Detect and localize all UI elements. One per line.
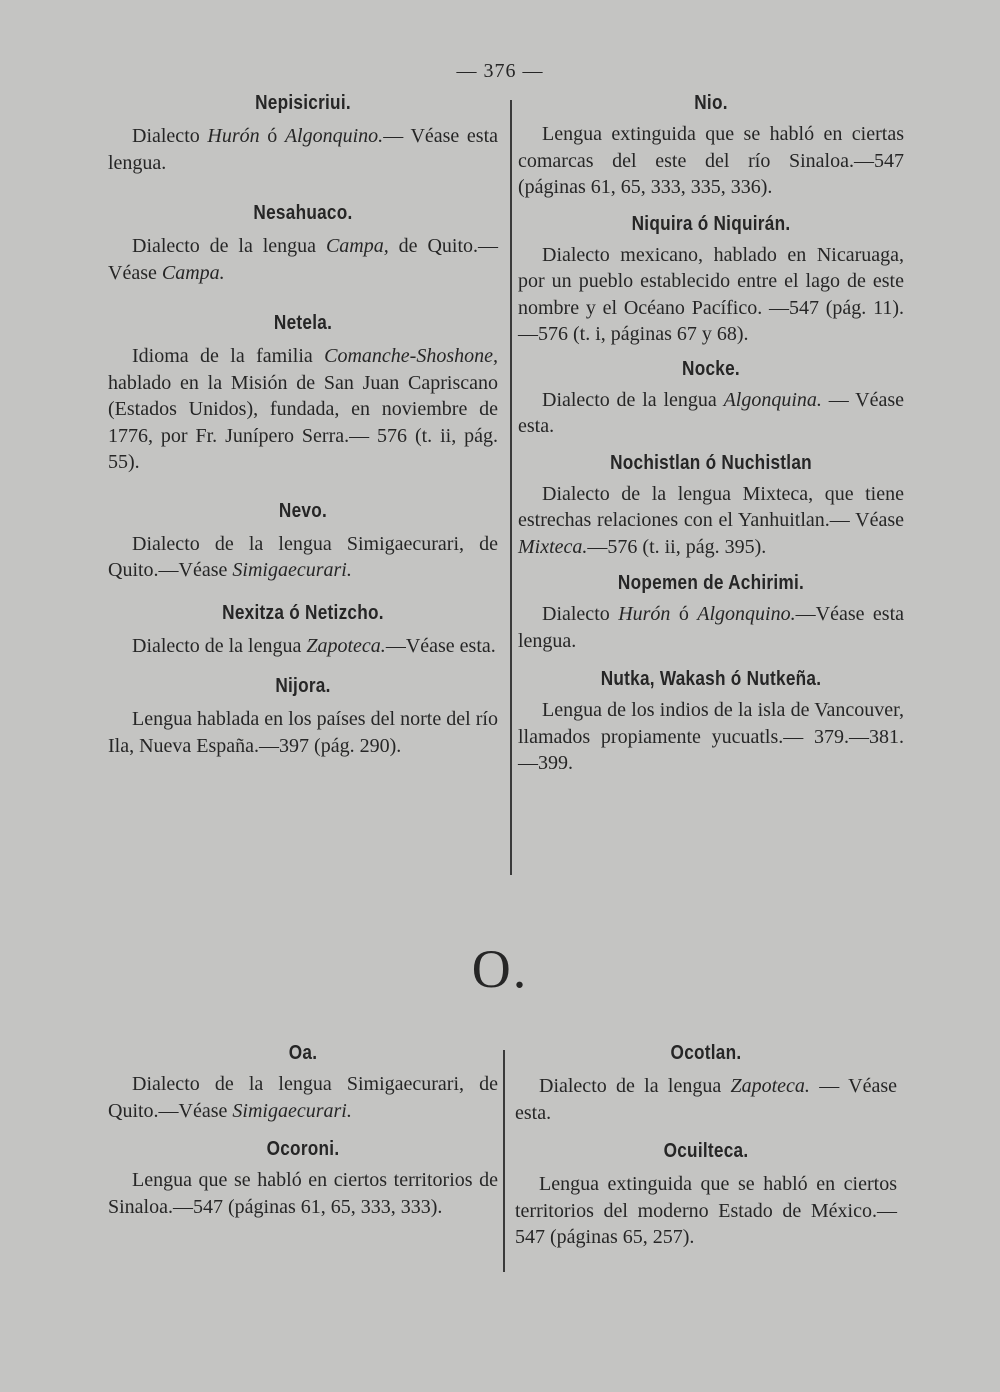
dictionary-entry [108,312,498,476]
dictionary-entry [518,452,904,561]
column-divider-top [510,100,512,875]
dictionary-entry [108,500,498,584]
entry-definition [518,242,904,348]
entry-definition [108,1167,498,1220]
definition-text: — Véase esta. [518,388,904,437]
right-column-bottom [515,1042,897,1251]
entry-headword: Ocuilteca. [663,1140,749,1162]
definition-italic-term: Campa. [161,261,225,284]
left-column-top [108,92,498,759]
definition-text: —Véase esta lengua. [518,603,905,652]
dictionary-entry [515,1042,897,1126]
entry-headword: Nevo. [278,499,328,522]
definition-text: Lengua extinguida que se habló en ciertos territorios del moderno Estado de México.—547 (páginas 65, 257). [515,1173,897,1248]
dictionary-entry [108,202,498,286]
entry-definition [518,481,904,561]
left-column-bottom [108,1042,498,1220]
entry-headword: Nutka, Wakash ó Nutkeña. [600,668,822,690]
definition-text: Lengua hablada en los países del norte del río Ila, Nueva España.—397 (pág. 290). [108,708,498,757]
entry-headword: Ocoroni. [266,1138,340,1160]
entry-definition [108,233,498,286]
definition-italic-term: Algonquino. [697,603,796,625]
dictionary-entry [518,668,904,777]
entry-headword: Nopemen de Achirimi. [617,572,805,594]
dictionary-entry [108,92,498,176]
dictionary-entry [518,572,904,654]
definition-text: Dialecto de la lengua [542,388,724,411]
definition-italic-term: Comanche-Shoshone, [324,345,498,367]
definition-italic-term: Hurón [207,125,260,147]
dictionary-entry [108,675,498,759]
entry-definition [108,531,498,584]
definition-text: Dialecto de la lengua [132,235,326,257]
definition-italic-term: Campa, [325,235,389,257]
dictionary-entry [108,1138,498,1220]
entry-headword: Nexitza ó Netizcho. [222,601,384,624]
entry-definition [108,633,498,660]
definition-text: Dialecto de la lengua [132,634,307,657]
definition-text: Lengua de los indios de la isla de Vancouver, llamados propiamente yucuatls.— 379.—381.—399. [518,699,904,774]
entry-definition [518,601,904,654]
section-letter: O. [471,939,529,999]
definition-italic-term: Algonquina. [723,388,822,411]
dictionary-entry [518,213,904,348]
entry-headword: Niquira ó Niquirán. [631,212,791,235]
entry-headword: Nepisicriui. [255,92,351,114]
entry-definition [108,706,498,759]
entry-headword: Nesahuaco. [253,202,353,224]
definition-text: Lengua que se habló en ciertos territorios de Sinaloa.—547 (páginas 61, 65, 333, 333). [108,1169,498,1218]
definition-italic-term: Algonquino. [284,125,384,147]
entry-definition [108,123,498,176]
entry-definition [518,697,904,777]
dictionary-entry [515,1140,897,1251]
definition-italic-term: Simigaecurari. [232,559,352,581]
entry-definition [108,1071,498,1124]
definition-text: Dialecto de la lengua Mixteca, que tiene estrechas relaciones con el Yanhuitlan.— Véase [518,482,904,531]
definition-text: — Véase esta lengua. [108,125,499,174]
definition-text: hablado en la Misión de San Juan Capriscano (Estados Unidos), fundada, en noviembre de 1776, por Fr. Junípero Serra.— 576 (t. ii, pág. 55). [108,371,498,473]
definition-text: ó [670,603,698,625]
definition-text: Dialecto de la lengua Simigaecurari, de Quito.—Véase [108,532,498,581]
definition-text: Lengua extinguida que se habló en ciertas comarcas del este del río Sinaloa.—547 (páginas 61, 65, 333, 335, 336). [518,123,904,198]
definition-italic-term: Zapoteca. [306,634,386,657]
dictionary-entry [518,92,904,201]
definition-text: Dialecto de la lengua Simigaecurari, de Quito.—Véase [108,1073,498,1122]
entry-definition [515,1073,897,1126]
definition-text: —576 (t. ii, pág. 395). [587,535,767,558]
dictionary-entry [518,358,904,440]
page-number: — 376 — [456,60,544,82]
definition-text: ó [259,125,285,147]
entry-headword: Nijora. [275,675,331,697]
entry-headword: Nio. [694,92,728,114]
definition-text: Dialecto mexicano, hablado en Nicaruaga, por un pueblo establecido entre el lago de este nombre y el Océano Pacífico. —547 (pág. 11).—576 (t. i, páginas 67 y 68). [518,243,904,345]
definition-italic-term: Zapoteca. [730,1075,810,1097]
entry-headword: Ocotlan. [670,1042,742,1064]
definition-text: Dialecto de la lengua [539,1075,731,1097]
entry-definition [108,343,498,476]
column-divider-bottom [503,1050,505,1272]
definition-text: Dialecto [542,603,619,625]
entry-headword: Oa. [288,1042,318,1064]
entry-headword: Nocke. [682,357,740,380]
definition-text: —Véase esta. [385,634,496,657]
definition-italic-term: Mixteca. [518,535,588,558]
definition-italic-term: Hurón [618,603,671,625]
definition-text: Dialecto [132,125,208,147]
entry-definition [518,121,904,201]
entry-definition [515,1171,897,1251]
dictionary-entry [108,1042,498,1124]
dictionary-entry [108,602,498,660]
definition-text: Idioma de la familia [132,345,325,367]
right-column-top [518,92,904,777]
definition-italic-term: Simigaecurari. [232,1099,352,1122]
definition-text: — Véase esta. [515,1075,897,1124]
entry-headword: Nochistlan ó Nuchistlan [610,451,812,474]
entry-definition [518,387,904,440]
entry-headword: Netela. [273,312,333,334]
definition-text: de Quito.— Véase [108,235,498,284]
